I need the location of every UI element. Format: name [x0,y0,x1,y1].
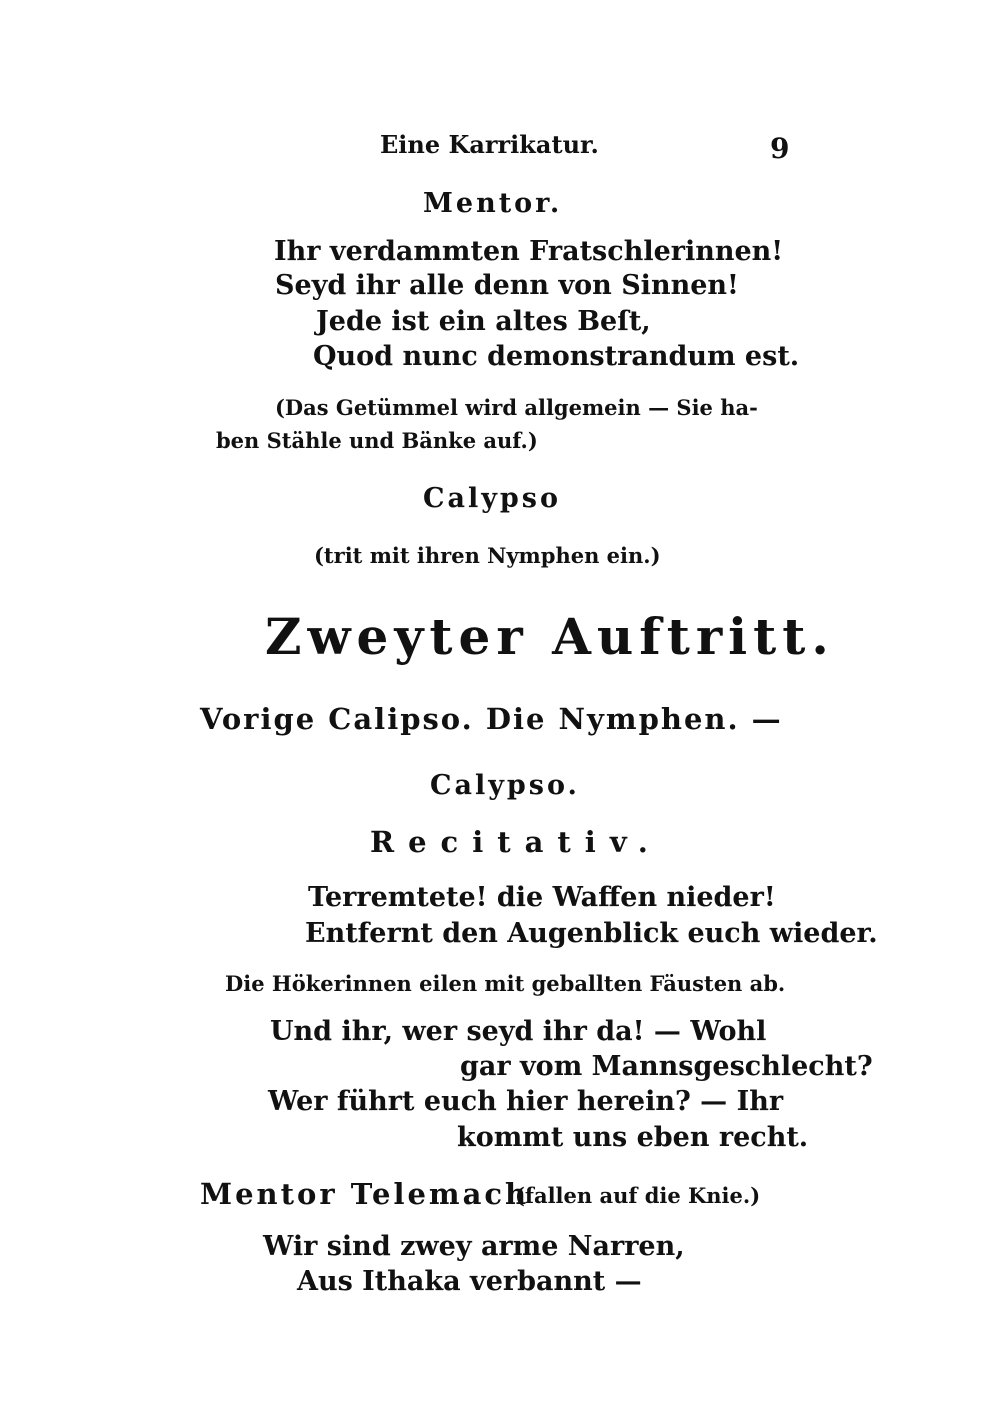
scene-title: Zweyter Auftritt. [265,607,835,666]
verse-line: Jede ist ein altes Beſt, [316,306,651,337]
speaker-calypso: Calypso [423,483,562,514]
verse-line: Terremtete! die Waffen nieder! [308,882,776,913]
verse-line: kommt uns eben recht. [457,1122,809,1153]
verse-line: Seyd ihr alle denn von Sinnen! [275,270,739,301]
speaker-calypso: Calypso. [430,770,580,801]
stage-direction: (trit mit ihren Nymphen ein.) [314,543,661,568]
stage-direction: ben Stähle und Bänke auf.) [216,428,538,453]
stage-direction: Die Hökerinnen eilen mit geballten Fäusten ab. [225,971,786,996]
verse-line: Quod nunc demonstrandum est. [313,341,800,372]
stage-direction: (Das Getümmel wird allgemein — Sie ha- [275,395,758,420]
verse-line: Aus Ithaka verbannt — [297,1266,642,1297]
recitativ-heading: Recitativ. [370,825,662,859]
verse-line: Entfernt den Augenblick euch wieder. [305,918,878,949]
scene-persons: Vorige Calipso. Die Nymphen. — [200,702,783,736]
verse-line: gar vom Mannsgeschlecht? [460,1051,873,1082]
speakers-mentor-telemach: Mentor Telemach [200,1177,530,1211]
verse-line: Ihr verdammten Fratschlerinnen! [274,236,784,267]
running-head: Eine Karrikatur. [380,130,599,159]
speaker-mentor: Mentor. [423,188,563,219]
verse-line: Wer führt euch hier herein? — Ihr [268,1086,784,1117]
page-number: 9 [770,132,790,165]
verse-line: Und ihr, wer seyd ihr da! — Wohl [270,1016,767,1047]
stage-direction: (fallen auf die Knie.) [515,1183,761,1208]
verse-line: Wir sind zwey arme Narren, [263,1231,685,1262]
